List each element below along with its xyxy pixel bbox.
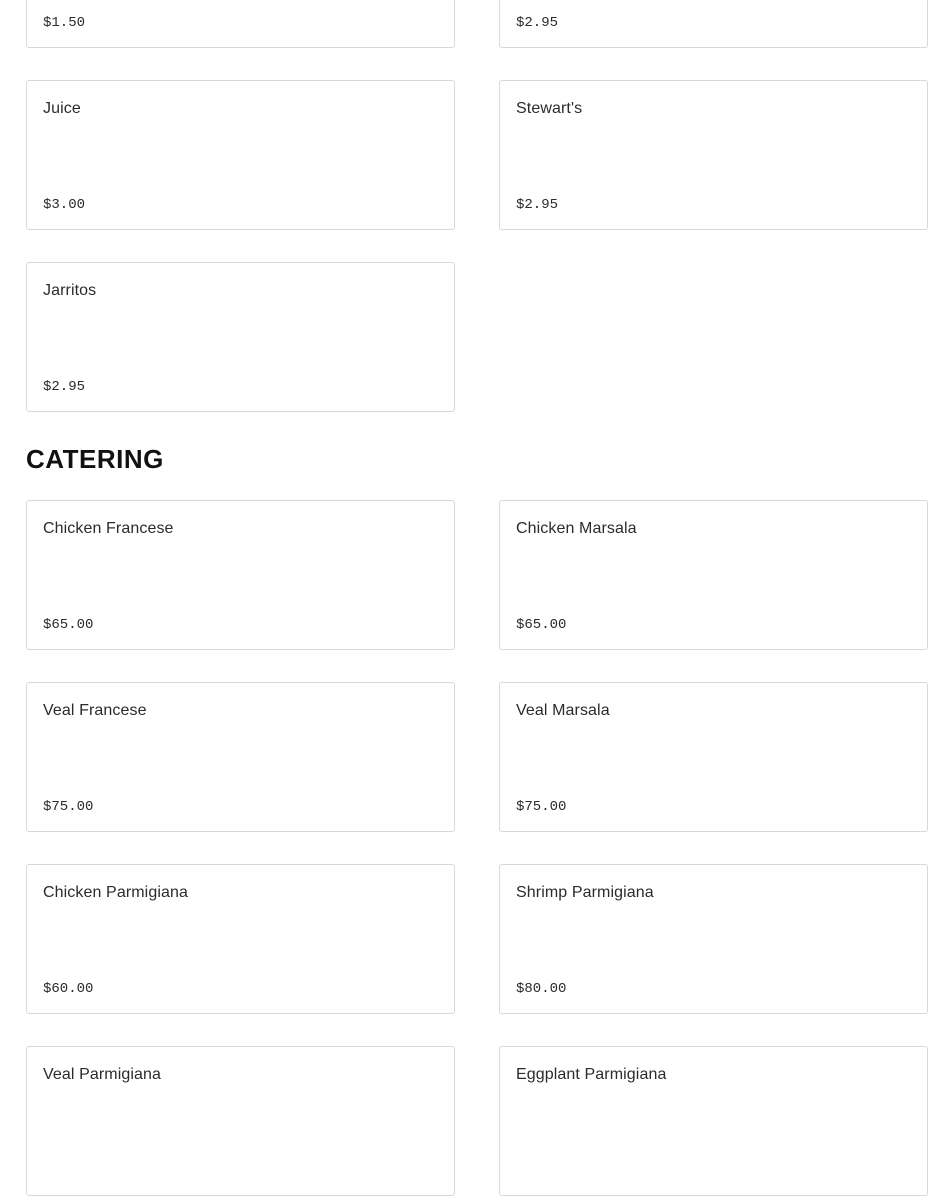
menu-item-price: $1.50 bbox=[43, 15, 86, 31]
menu-item-name: Veal Marsala bbox=[516, 702, 610, 719]
menu-item-card[interactable] bbox=[499, 0, 928, 48]
menu-item-price: $2.95 bbox=[516, 197, 559, 213]
menu-item-name: Veal Francese bbox=[43, 702, 147, 719]
menu-item-name: Juice bbox=[43, 100, 81, 117]
menu-item-card[interactable] bbox=[499, 80, 928, 230]
menu-item-name: Veal Parmigiana bbox=[43, 1066, 162, 1083]
menu-item-card[interactable] bbox=[499, 1046, 928, 1196]
menu-item-price: $65.00 bbox=[516, 617, 567, 633]
menu-item-price: $3.00 bbox=[43, 197, 86, 213]
menu-item-name: Chicken Francese bbox=[43, 520, 174, 537]
menu-item-card[interactable] bbox=[26, 80, 455, 230]
menu-item-name: Stewart's bbox=[516, 100, 583, 117]
menu-item-name: Chicken Parmigiana bbox=[43, 884, 188, 901]
menu-item-name: Jarritos bbox=[43, 282, 97, 299]
menu-item-card[interactable] bbox=[26, 682, 455, 832]
menu-item-card[interactable] bbox=[499, 500, 928, 650]
menu-item-price: $80.00 bbox=[516, 981, 567, 997]
menu-item-price: $2.95 bbox=[516, 15, 559, 31]
menu-item-card[interactable] bbox=[26, 0, 455, 48]
menu-item-name: Chicken Marsala bbox=[516, 520, 637, 537]
menu-item-price: $60.00 bbox=[43, 981, 94, 997]
menu-item-price: $75.00 bbox=[43, 799, 94, 815]
menu-item-card[interactable] bbox=[499, 682, 928, 832]
menu-item-price: $65.00 bbox=[43, 617, 94, 633]
menu-item-price: $75.00 bbox=[516, 799, 567, 815]
menu-item-card[interactable] bbox=[499, 864, 928, 1014]
menu-item-price: $2.95 bbox=[43, 379, 86, 395]
menu-item-name: Shrimp Parmigiana bbox=[516, 884, 654, 901]
section-title-catering: CATERING bbox=[26, 444, 164, 474]
menu-item-card[interactable] bbox=[26, 500, 455, 650]
menu-item-card[interactable] bbox=[26, 1046, 455, 1196]
menu-item-card[interactable] bbox=[26, 262, 455, 412]
menu-item-name: Eggplant Parmigiana bbox=[516, 1066, 667, 1083]
menu-item-card[interactable] bbox=[26, 864, 455, 1014]
